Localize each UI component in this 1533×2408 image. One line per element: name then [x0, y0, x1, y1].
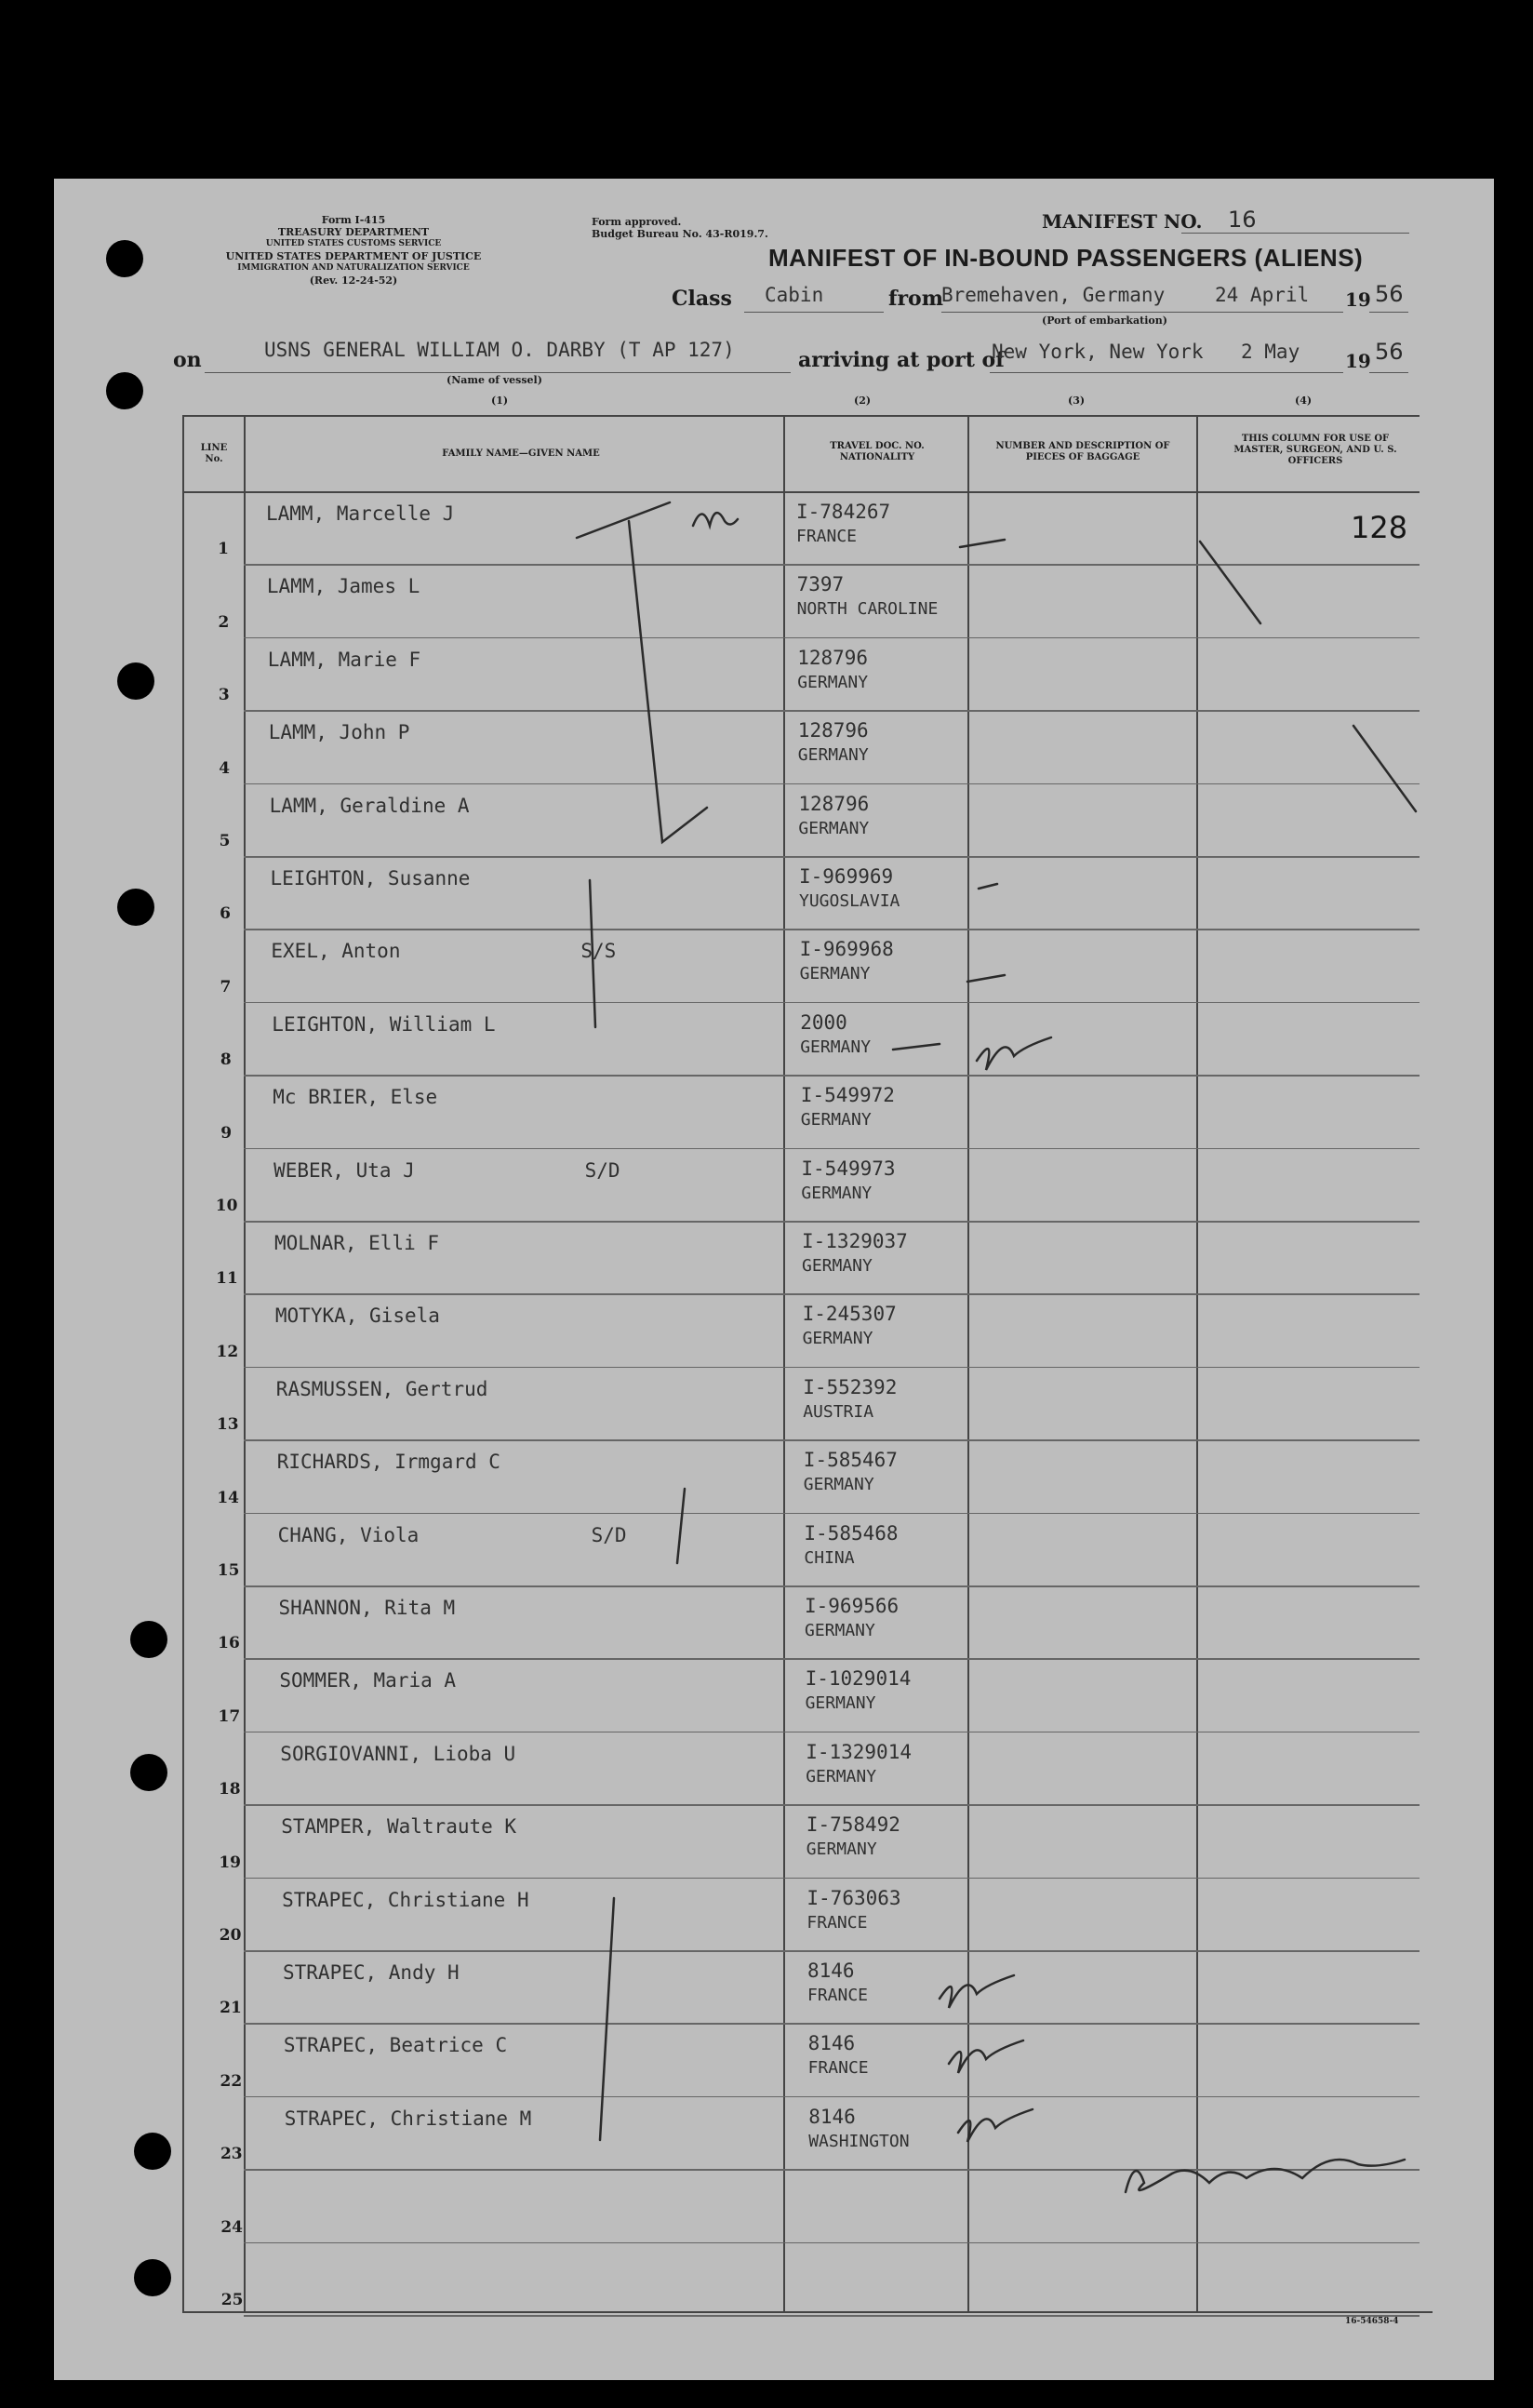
- travel-doc-number: I-969968: [799, 938, 894, 961]
- passenger-status-note: S/D: [591, 1523, 627, 1546]
- col-header-travel-doc: TRAVEL DOC. NO. NATIONALITY: [830, 441, 925, 462]
- manifest-no-value: 16: [1228, 207, 1257, 233]
- nationality: FRANCE: [807, 1986, 869, 2005]
- passenger-name: LEIGHTON, William L: [272, 1012, 496, 1036]
- nationality: GERMANY: [805, 1621, 875, 1640]
- travel-doc-number: I-552392: [803, 1375, 898, 1398]
- arriving-label: arriving at port of: [798, 348, 1005, 372]
- nationality: GERMANY: [801, 1183, 873, 1203]
- col-header-baggage: NUMBER AND DESCRIPTION OF PIECES OF BAGGAGE: [995, 441, 1170, 462]
- travel-doc-number: I-784267: [796, 501, 891, 523]
- row-number: 17: [218, 1706, 241, 1726]
- travel-doc-number: 128796: [797, 719, 869, 742]
- travel-doc-number: 8146: [807, 2032, 856, 2055]
- row-number: 8: [220, 1050, 232, 1070]
- passenger-name: Mc BRIER, Else: [273, 1086, 438, 1109]
- row-number: 10: [215, 1197, 238, 1215]
- row-number: 21: [220, 1999, 242, 2018]
- passenger-name: RASMUSSEN, Gertrud: [275, 1377, 488, 1400]
- row-number: 1: [218, 540, 229, 559]
- passenger-status-note: S/D: [584, 1158, 620, 1182]
- passenger-name: SOMMER, Maria A: [279, 1669, 457, 1692]
- budget-bureau: Budget Bureau No. 43-R019.7.: [592, 228, 768, 240]
- row-number: 24: [220, 2217, 244, 2237]
- passenger-name: SORGIOVANNI, Lioba U: [280, 1742, 516, 1765]
- row-number: 12: [216, 1342, 239, 1361]
- travel-doc-number: I-969969: [799, 865, 894, 888]
- port-embarkation-caption: (Port of embarkation): [1042, 314, 1167, 327]
- nationality: GERMANY: [802, 1329, 873, 1349]
- immigration-service: IMMIGRATION AND NATURALIZATION SERVICE: [237, 263, 470, 273]
- passenger-name: MOTYKA, Gisela: [274, 1304, 440, 1328]
- passenger-name: STRAPEC, Andy H: [283, 1961, 460, 1984]
- arrival-port-value: New York, New York: [992, 341, 1204, 363]
- passenger-name: LAMM, John P: [268, 721, 410, 744]
- travel-doc-number: I-585468: [804, 1521, 899, 1545]
- nationality: GERMANY: [800, 1037, 872, 1057]
- nationality: YUGOSLAVIA: [799, 891, 900, 911]
- nationality: FRANCE: [807, 2058, 869, 2079]
- passenger-name: LAMM, Marcelle J: [266, 502, 455, 525]
- nationality: NORTH CAROLINE: [796, 599, 939, 620]
- nationality: GERMANY: [800, 1110, 872, 1130]
- row-number: 7: [220, 977, 232, 997]
- nationality: GERMANY: [805, 1693, 876, 1714]
- nationality: AUSTRIA: [803, 1401, 874, 1422]
- row-number: 23: [220, 2145, 243, 2164]
- nationality: GERMANY: [802, 1256, 873, 1276]
- justice-dept: UNITED STATES DEPARTMENT OF JUSTICE: [225, 250, 482, 262]
- passenger-name: LEIGHTON, Susanne: [270, 867, 471, 890]
- passenger-name: LAMM, Geraldine A: [269, 794, 470, 817]
- row-number: 13: [216, 1415, 239, 1435]
- travel-doc-number: 2000: [800, 1010, 847, 1034]
- customs-service: UNITED STATES CUSTOMS SERVICE: [265, 239, 442, 248]
- nationality: WASHINGTON: [808, 2131, 910, 2151]
- nationality: GERMANY: [797, 745, 869, 766]
- passenger-name: SHANNON, Rita M: [278, 1597, 456, 1619]
- col-number-4: (4): [1295, 395, 1313, 407]
- vessel-caption: (Name of vessel): [447, 374, 542, 386]
- manifest-title: MANIFEST OF IN-BOUND PASSENGERS (ALIENS): [768, 244, 1364, 272]
- nationality: GERMANY: [798, 818, 870, 838]
- travel-doc-number: 7397: [796, 573, 845, 596]
- passenger-name: WEBER, Uta J: [273, 1158, 415, 1182]
- from-port-value: Bremehaven, Germany: [941, 284, 1166, 306]
- year-prefix-2: 19: [1345, 350, 1371, 372]
- row-number: 11: [216, 1269, 238, 1289]
- col-number-3: (3): [1068, 395, 1086, 407]
- travel-doc-number: 128796: [798, 792, 870, 815]
- passenger-name: MOLNAR, Elli F: [274, 1232, 440, 1254]
- passenger-name: LAMM, James L: [266, 575, 420, 598]
- passenger-name: STRAPEC, Christiane M: [284, 2107, 532, 2130]
- nationality: GERMANY: [797, 672, 869, 692]
- travel-doc-number: I-969566: [805, 1595, 900, 1617]
- passenger-name: STAMPER, Waltraute K: [281, 1815, 517, 1839]
- col-number-2: (2): [854, 395, 872, 407]
- travel-doc-number: I-549973: [801, 1157, 896, 1180]
- year-value-2: 56: [1375, 339, 1404, 365]
- class-label: Class: [672, 287, 732, 311]
- form-approved: Form approved.: [592, 216, 682, 228]
- travel-doc-number: I-585467: [803, 1449, 898, 1472]
- nationality: GERMANY: [803, 1475, 874, 1495]
- travel-doc-number: I-1029014: [805, 1667, 912, 1691]
- row-number: 18: [218, 1780, 241, 1799]
- year-value: 56: [1375, 281, 1404, 307]
- travel-doc-number: 8146: [807, 1960, 855, 1982]
- travel-doc-number: I-245307: [802, 1303, 897, 1326]
- row-number: 25: [220, 2291, 244, 2309]
- row-number: 14: [217, 1488, 240, 1507]
- form-number: Form I-415: [321, 214, 386, 226]
- travel-doc-number: I-549972: [800, 1084, 895, 1107]
- row-number: 16: [218, 1634, 240, 1653]
- manifest-no-label: MANIFEST NO.: [1042, 210, 1203, 233]
- col-header-line-no: LINE No.: [200, 443, 228, 464]
- row-number: 22: [220, 2071, 243, 2091]
- row-number: 5: [219, 832, 231, 850]
- nationality: GERMANY: [806, 1766, 877, 1786]
- travel-doc-number: I-1329037: [802, 1230, 908, 1252]
- revision-date: (Rev. 12-24-52): [309, 274, 398, 287]
- row-number: 4: [219, 758, 231, 778]
- passenger-name: LAMM, Marie F: [267, 648, 421, 671]
- travel-doc-number: I-758492: [806, 1813, 900, 1837]
- footer-code: 16-54658-4: [1345, 2317, 1399, 2326]
- travel-doc-number: I-1329014: [806, 1740, 912, 1763]
- row-number: 9: [220, 1123, 233, 1143]
- passenger-name: EXEL, Anton: [271, 940, 401, 963]
- passenger-name: STRAPEC, Christiane H: [282, 1888, 529, 1911]
- row-number: 15: [217, 1561, 240, 1580]
- officer-note: 128: [1351, 510, 1408, 545]
- treasury-dept: TREASURY DEPARTMENT: [277, 226, 430, 238]
- arrival-date-value: 2 May: [1241, 341, 1300, 363]
- nationality: FRANCE: [796, 527, 858, 546]
- travel-doc-number: I-763063: [806, 1886, 901, 1909]
- on-label: on: [173, 348, 202, 372]
- vessel-name: USNS GENERAL WILLIAM O. DARBY (T AP 127): [264, 339, 735, 361]
- col-header-name: FAMILY NAME—GIVEN NAME: [442, 448, 600, 459]
- passenger-name: CHANG, Viola: [277, 1523, 420, 1546]
- from-date-value: 24 April: [1215, 284, 1310, 306]
- col-number-1: (1): [491, 395, 509, 407]
- year-prefix: 19: [1345, 288, 1371, 311]
- col-header-officers: THIS COLUMN FOR USE OF MASTER, SURGEON, AND U. S. OFFICERS: [1233, 434, 1397, 466]
- row-number: 6: [220, 904, 231, 924]
- row-number: 2: [218, 612, 230, 632]
- row-number: 19: [219, 1853, 242, 1872]
- travel-doc-number: 8146: [808, 2105, 856, 2128]
- class-value: Cabin: [765, 284, 824, 306]
- from-label: from: [888, 287, 944, 311]
- travel-doc-number: 128796: [797, 646, 869, 669]
- row-number: 3: [218, 686, 230, 705]
- passenger-name: RICHARDS, Irmgard C: [276, 1451, 500, 1474]
- nationality: FRANCE: [806, 1912, 868, 1933]
- nationality: GERMANY: [799, 964, 871, 984]
- passenger-name: STRAPEC, Beatrice C: [283, 2034, 508, 2057]
- nationality: CHINA: [804, 1547, 855, 1568]
- nationality: GERMANY: [806, 1839, 877, 1860]
- row-number: 20: [219, 1926, 242, 1945]
- passenger-status-note: S/S: [580, 940, 617, 963]
